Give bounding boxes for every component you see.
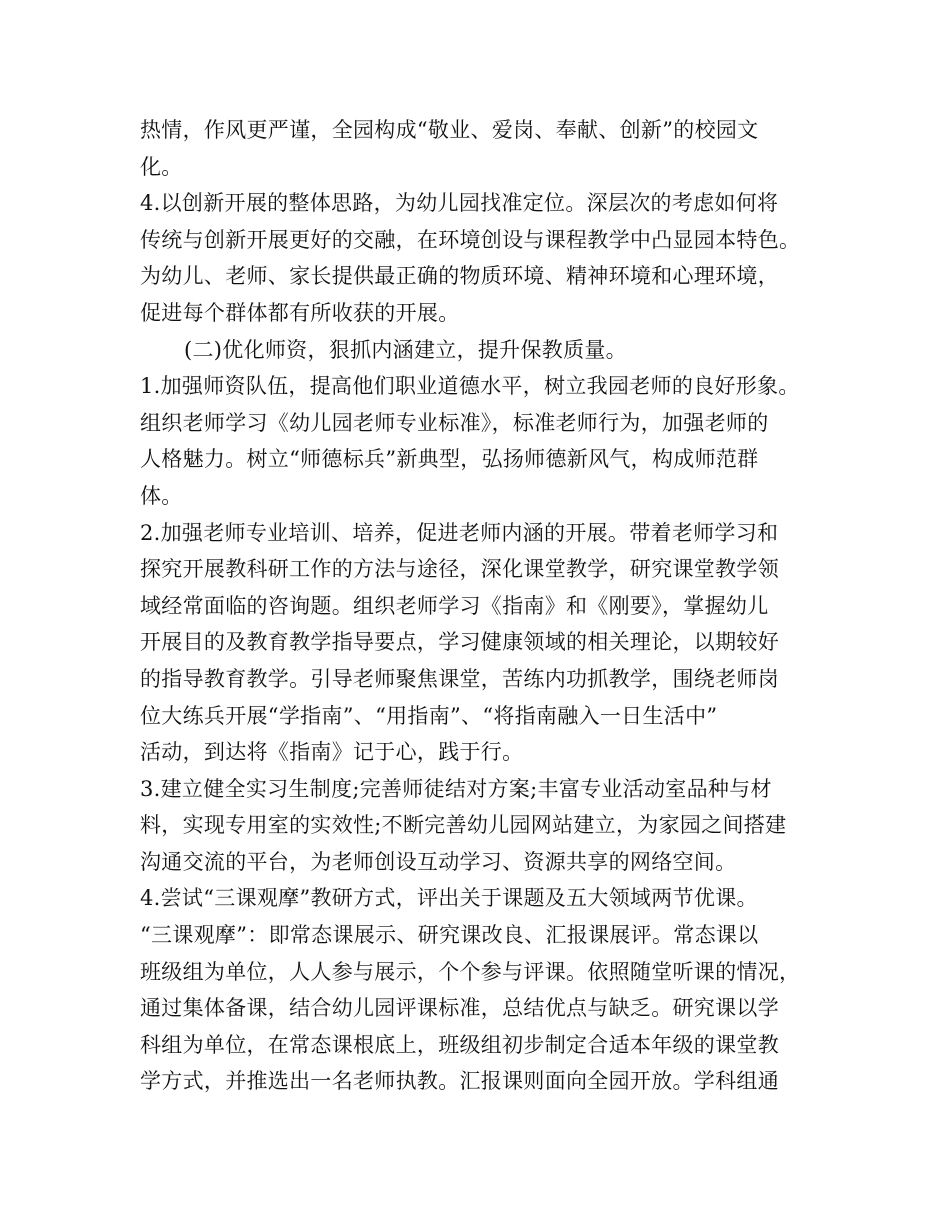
- text-line: 位大练兵开展“学指南”、“用指南”、“将指南融入一日生活中”: [140, 703, 718, 728]
- text-line: 4.尝试“三课观摩”教研方式，评出关于课题及五大领域两节优课。: [140, 886, 758, 911]
- text-line: 域经常面临的咨询题。组织老师学习《指南》和《刚要》，掌握幼儿: [140, 593, 769, 618]
- text-line: 学方式，并推选出一名老师执教。汇报课则面向全园开放。学科组通: [140, 1069, 779, 1094]
- text-line: 科组为单位，在常态课根底上，班级组初步制定合适本年级的课堂教: [140, 1032, 779, 1057]
- text-line: 组织老师学习《幼儿园老师专业标准》，标准老师行为，加强老师的: [140, 410, 769, 435]
- text-line: “三课观摩”：即常态课展示、研究课改良、汇报课展评。常态课以: [140, 923, 759, 948]
- text-line: 3.建立健全实习生制度;完善师徒结对方案;丰富专业活动室品种与材: [140, 776, 772, 801]
- text-line: 热情，作风更严谨，全园构成“敬业、爱岗、奉献、创新”的校园文: [140, 118, 759, 142]
- text-line: 传统与创新开展更好的交融，在环境创设与课程教学中凸显园本特色。: [140, 227, 801, 252]
- text-line: 体。: [140, 483, 183, 508]
- text-line: 2.加强老师专业培训、培养，促进老师内涵的开展。带着老师学习和: [140, 520, 779, 545]
- text-line: 的指导教育教学。引导老师聚焦课堂，苦练内功抓教学，围绕老师岗: [140, 666, 779, 691]
- text-line: 通过集体备课，结合幼儿园评课标准，总结优点与缺乏。研究课以学: [140, 996, 779, 1021]
- text-line: 化。: [140, 154, 183, 179]
- text-line: 沟通交流的平台，为老师创设互动学习、资源共享的网络空间。: [140, 849, 737, 874]
- text-line: 4.以创新开展的整体思路，为幼儿园找准定位。深层次的考虑如何将: [140, 191, 779, 216]
- text-line: 开展目的及教育教学指导要点，学习健康领域的相关理论，以期较好: [140, 630, 779, 655]
- text-line: 促进每个群体都有所收获的开展。: [140, 300, 460, 325]
- text-line: 活动，到达将《指南》记于心，践于行。: [140, 740, 524, 765]
- section-heading: (二)优化师资，狠抓内涵建立，提升保教质量。: [184, 337, 627, 362]
- text-line: 人格魅力。树立“师德标兵”新典型，弘扬师德新风气，构成师范群: [140, 447, 759, 472]
- text-line: 1.加强师资队伍，提高他们职业道德水平，树立我园老师的良好形象。: [140, 374, 800, 399]
- text-line: 班级组为单位，人人参与展示，个个参与评课。依照随堂听课的情况，: [140, 959, 801, 984]
- body-text: [140, 112, 830, 1100]
- text-line: 为幼儿、老师、家长提供最正确的物质环境、精神环境和心理环境，: [140, 264, 779, 289]
- text-line: 料，实现专用室的实效性;不断完善幼儿园网站建立，为家园之间搭建: [140, 813, 787, 838]
- text-line: 探究开展教科研工作的方法与途径，深化课堂教学，研究课堂教学领: [140, 557, 779, 582]
